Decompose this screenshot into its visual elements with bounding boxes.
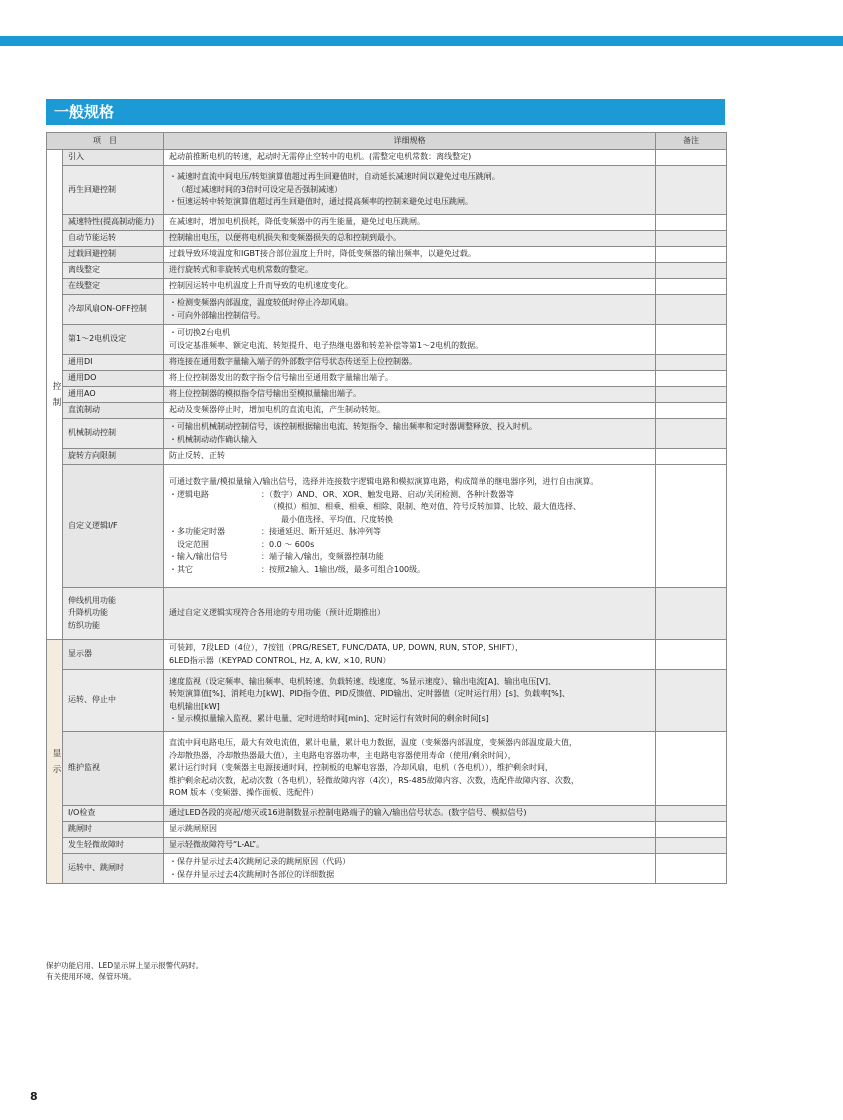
detail-line: ・减速时直流中间电压/转矩演算值超过再生回避值时，自动延长减速时间以避免过电压跳闸。 bbox=[169, 172, 500, 182]
category-label: 显示 bbox=[52, 748, 62, 775]
category-control bbox=[47, 150, 63, 640]
table-row bbox=[47, 215, 727, 231]
detail-line: ・保存并显示过去4次跳闸记录的跳闸原因（代码） bbox=[169, 857, 351, 866]
row-item: 显示器 bbox=[63, 640, 164, 670]
row-item: 再生回避控制 bbox=[63, 166, 164, 215]
row-details bbox=[164, 247, 656, 263]
table-row bbox=[47, 231, 727, 247]
table-row bbox=[47, 806, 727, 822]
row-note bbox=[656, 263, 727, 279]
detail-line: 在减速时，增加电机损耗，降低变频器中的再生能量，避免过电压跳闸。 bbox=[169, 217, 425, 227]
detail-line: 可通过数字量/模拟量输入/输出信号，选择并连接数字逻辑电路和模拟演算电路，构成简单的继电器序列，进行自由演算。 bbox=[169, 477, 599, 486]
row-note bbox=[656, 419, 727, 449]
detail-line: 伸线机用功能 bbox=[68, 595, 116, 605]
detail-line: ・显示模拟量输入监视、累计电量、定时进给时间[min]、定时运行有效时间的剩余时间[s] bbox=[169, 714, 489, 723]
table-row bbox=[47, 150, 727, 166]
table-row bbox=[47, 403, 727, 419]
row-details bbox=[164, 371, 656, 387]
detail-key: 设定范围 bbox=[177, 539, 209, 549]
detail-line: 速度监视（设定频率、输出频率、电机转速、负载转速、线速度、%显示速度）、输出电流[A]、输出电压[V]、 bbox=[169, 676, 557, 686]
row-item: 旋转方向限制 bbox=[63, 449, 164, 465]
detail-line: ROM 版本（变频器、操作面板、选配件） bbox=[169, 788, 319, 798]
row-details bbox=[164, 806, 656, 822]
detail-kv bbox=[169, 564, 650, 577]
row-item: 减速特性(提高制动能力) bbox=[63, 215, 164, 231]
row-note bbox=[656, 403, 727, 419]
row-details bbox=[164, 263, 656, 279]
table-row-special-functions bbox=[47, 588, 727, 640]
header-item: 项 目 bbox=[47, 133, 164, 150]
detail-kv bbox=[169, 489, 650, 502]
detail-line: 显示跳闸原因 bbox=[169, 824, 217, 834]
table-row bbox=[47, 166, 727, 215]
page-number: 8 bbox=[30, 1090, 38, 1103]
detail-line: 过载导致环境温度和IGBT接合部位温度上升时，降低变频器的输出频率，以避免过载。 bbox=[169, 249, 476, 259]
detail-line: （模拟）相加、相乘、相乘、相除、限制、绝对值、符号反转加算、比较、最大值选择、 bbox=[269, 502, 581, 511]
row-details bbox=[164, 279, 656, 295]
row-item: 在线整定 bbox=[63, 279, 164, 295]
row-note bbox=[656, 670, 727, 732]
detail-key: ・输入/输出信号 bbox=[169, 552, 228, 561]
detail-line: 通过自定义逻辑实现符合各用途的专用功能（预计近期推出） bbox=[169, 608, 385, 618]
detail-line: 控制输出电压，以便将电机损失和变频器损失的总和控制到最小。 bbox=[169, 233, 401, 243]
footnote: 有关使用环境、保管环境。 bbox=[46, 972, 136, 981]
row-details bbox=[164, 325, 656, 355]
category-display bbox=[47, 640, 63, 884]
row-item: 发生轻微故障时 bbox=[63, 838, 164, 854]
row-details bbox=[164, 215, 656, 231]
detail-kv bbox=[169, 526, 650, 539]
row-details bbox=[164, 822, 656, 838]
detail-line: 将连接在通用数字量输入端子的外部数字信号状态传送至上位控制器。 bbox=[169, 357, 417, 367]
row-details bbox=[164, 231, 656, 247]
row-note bbox=[656, 806, 727, 822]
row-note bbox=[656, 295, 727, 325]
detail-line: 可设定基准频率、额定电流、转矩提升、电子热继电器和转差补偿等第1～2电机的数据。 bbox=[169, 340, 484, 350]
detail-kv bbox=[169, 551, 650, 564]
table-row bbox=[47, 295, 727, 325]
table-row bbox=[47, 640, 727, 670]
detail-line: （超过减速时间的3倍时可设定是否强制减速） bbox=[177, 184, 343, 194]
footnotes bbox=[46, 960, 203, 982]
spec-table bbox=[46, 132, 727, 884]
row-item: 自动节能运转 bbox=[63, 231, 164, 247]
detail-line: 起动及变频器停止时，增加电机的直流电流，产生制动转矩。 bbox=[169, 405, 385, 415]
detail-value: ：接通延迟、断开延迟、脉冲列等 bbox=[261, 527, 381, 536]
row-note bbox=[656, 588, 727, 640]
row-note bbox=[656, 465, 727, 588]
row-item: 维护监视 bbox=[63, 732, 164, 806]
row-item: 自定义逻辑I/F bbox=[63, 465, 164, 588]
row-item: 运转、停止中 bbox=[63, 670, 164, 732]
row-note bbox=[656, 279, 727, 295]
detail-line: 最小值选择、平均值、尺度转换 bbox=[281, 514, 393, 524]
row-details bbox=[164, 732, 656, 806]
detail-line: 维护剩余起动次数，起动次数（各电机），轻微故障内容（4次），RS-485故障内容、次数，选配件故障内容、次数， bbox=[169, 775, 579, 785]
row-note bbox=[656, 838, 727, 854]
detail-line: 进行旋转式和非旋转式电机常数的整定。 bbox=[169, 265, 313, 275]
table-row bbox=[47, 670, 727, 732]
detail-value: ：按照2输入、1输出/级，最多可组合100级。 bbox=[261, 564, 426, 574]
category-label: 控制 bbox=[52, 381, 62, 408]
row-item: 第1～2电机设定 bbox=[63, 325, 164, 355]
table-row bbox=[47, 279, 727, 295]
detail-line: ・恒速运转中转矩演算值超过再生回避值时，通过提高频率的控制来避免过电压跳闸。 bbox=[169, 197, 473, 207]
detail-line: 通过LED各段的亮起/熄灭或16进制数显示控制电路端子的输入/输出信号状态。(数字信号、模拟信号) bbox=[169, 808, 527, 818]
table-row bbox=[47, 449, 727, 465]
detail-value: ：（数字）AND、OR、XOR、触发电路、启动/关闭检测、各种计数器等 bbox=[261, 489, 514, 499]
row-note bbox=[656, 166, 727, 215]
row-note bbox=[656, 371, 727, 387]
detail-line: ・检测变频器内部温度，温度较低时停止冷却风扇。 bbox=[169, 298, 353, 307]
row-note bbox=[656, 215, 727, 231]
detail-line: 防止反转、正转 bbox=[169, 451, 225, 461]
table-row bbox=[47, 263, 727, 279]
row-details bbox=[164, 838, 656, 854]
row-item: 跳闸时 bbox=[63, 822, 164, 838]
header-notes: 备注 bbox=[656, 133, 727, 150]
table-row bbox=[47, 822, 727, 838]
table-row bbox=[47, 355, 727, 371]
row-details bbox=[164, 854, 656, 884]
detail-line: 控制因运转中电机温度上升而导致的电机速度变化。 bbox=[169, 281, 353, 291]
row-item: 引入 bbox=[63, 150, 164, 166]
detail-line: 纺织功能 bbox=[68, 620, 100, 630]
row-note bbox=[656, 449, 727, 465]
table-row bbox=[47, 732, 727, 806]
row-details bbox=[164, 670, 656, 732]
detail-kv bbox=[169, 539, 650, 552]
row-item: 冷却风扇ON-OFF控制 bbox=[63, 295, 164, 325]
row-note bbox=[656, 640, 727, 670]
row-details bbox=[164, 449, 656, 465]
detail-value: ：0.0 ～ 600s bbox=[261, 539, 315, 549]
table-row-custom-logic bbox=[47, 465, 727, 588]
detail-line: 冷却散热器，冷却散热器最大值），主电路电容器功率，主电路电容器使用寿命（使用/剩余时间）， bbox=[169, 750, 516, 760]
row-item: 直流制动 bbox=[63, 403, 164, 419]
detail-key: ・多功能定时器 bbox=[169, 527, 225, 536]
detail-line: 起动前推断电机的转速，起动时无需停止空转中的电机。(需整定电机常数：离线整定) bbox=[169, 152, 472, 162]
row-note bbox=[656, 231, 727, 247]
header-details: 详细规格 bbox=[164, 133, 656, 150]
detail-line: 将上位控制器发出的数字指令信号输出至通用数字量输出端子。 bbox=[169, 373, 393, 383]
row-item: I/O检查 bbox=[63, 806, 164, 822]
table-header-row bbox=[47, 133, 727, 150]
detail-line: ・可输出机械制动控制信号，该控制根据输出电流、转矩指令、输出频率和定时器调整释放、投入时机。 bbox=[169, 422, 537, 431]
row-item: 通用DI bbox=[63, 355, 164, 371]
row-note bbox=[656, 822, 727, 838]
detail-line: ・机械制动动作确认输入 bbox=[169, 434, 257, 444]
row-item: 离线整定 bbox=[63, 263, 164, 279]
section-title: 一般规格 bbox=[46, 99, 725, 125]
detail-line: 将上位控制器的模拟指令信号输出至模拟量输出端子。 bbox=[169, 389, 361, 399]
row-item: 运转中、跳闸时 bbox=[63, 854, 164, 884]
detail-line: ・保存并显示过去4次跳闸时各部位的详细数据 bbox=[169, 869, 335, 879]
detail-line: 显示轻微故障符号“L-AL”。 bbox=[169, 840, 265, 850]
row-details bbox=[164, 588, 656, 640]
detail-key: ・其它 bbox=[169, 564, 193, 574]
detail-line: 升降机功能 bbox=[68, 608, 108, 618]
row-details bbox=[164, 387, 656, 403]
row-details bbox=[164, 150, 656, 166]
footnote: 保护功能启用、LED显示屏上显示报警代码时。 bbox=[46, 961, 204, 970]
table-row bbox=[47, 419, 727, 449]
row-details bbox=[164, 295, 656, 325]
row-note bbox=[656, 387, 727, 403]
row-details bbox=[164, 166, 656, 215]
table-row bbox=[47, 371, 727, 387]
row-note bbox=[656, 150, 727, 166]
row-details bbox=[164, 419, 656, 449]
top-accent-bar bbox=[0, 36, 843, 46]
table-row bbox=[47, 325, 727, 355]
row-details bbox=[164, 640, 656, 670]
detail-line: 转矩演算值[%]、消耗电力[kW]、PID指令值、PID反馈值、PID输出、定时器值（定时运行用）[s]、负载率[%]、 bbox=[169, 689, 570, 698]
row-item: 过载回避控制 bbox=[63, 247, 164, 263]
row-note bbox=[656, 325, 727, 355]
detail-line: 可装卸，7段LED（4位），7按钮（PRG/RESET, FUNC/DATA, UP, DOWN, RUN, STOP, SHIFT）， bbox=[169, 643, 524, 652]
detail-line: 累计运行时间（变频器主电源接通时间，控制板的电解电容器，冷却风扇，电机（各电机）），维护剩余时间， bbox=[169, 763, 553, 773]
row-note bbox=[656, 247, 727, 263]
detail-key: ・逻辑电路 bbox=[169, 489, 209, 499]
row-details bbox=[164, 403, 656, 419]
row-note bbox=[656, 355, 727, 371]
detail-line: 6LED指示器（KEYPAD CONTROL, Hz, A, kW, ×10, RUN） bbox=[169, 655, 391, 665]
table-row bbox=[47, 387, 727, 403]
detail-line: ・可切换2台电机 bbox=[169, 328, 231, 337]
row-note bbox=[656, 854, 727, 884]
row-item: 机械制动控制 bbox=[63, 419, 164, 449]
row-details bbox=[164, 355, 656, 371]
detail-line: 直流中间电路电压，最大有效电流值，累计电量，累计电力数据，温度（变频器内部温度，变频器内部温度最大值， bbox=[169, 738, 577, 748]
row-note bbox=[656, 732, 727, 806]
detail-line: 电机输出[kW] bbox=[169, 701, 220, 711]
row-item: 通用AO bbox=[63, 387, 164, 403]
table-row bbox=[47, 247, 727, 263]
detail-value: ：端子输入/输出，变频器控制功能 bbox=[261, 552, 384, 561]
detail-line: ・可向外部输出控制信号。 bbox=[169, 310, 265, 320]
row-details bbox=[164, 465, 656, 588]
row-item: 通用DO bbox=[63, 371, 164, 387]
table-row bbox=[47, 854, 727, 884]
row-item bbox=[63, 588, 164, 640]
table-row bbox=[47, 838, 727, 854]
